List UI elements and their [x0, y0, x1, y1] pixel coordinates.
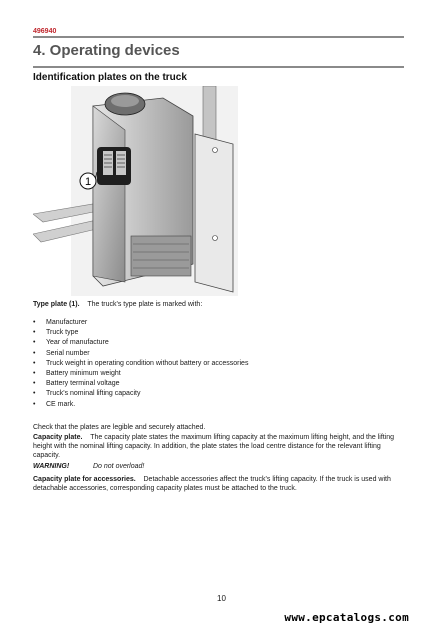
capacity-plate-paragraph: [33, 433, 405, 460]
accessories-label: Capacity plate for accessories.: [33, 476, 136, 483]
type-plate-list: [33, 318, 405, 410]
page-number: 10: [217, 594, 226, 603]
list-item: • Manufacturer: [33, 318, 405, 328]
bottom-rule: [33, 66, 404, 68]
list-item: • Truck type: [33, 328, 405, 338]
warning-text: Do not overload!: [93, 463, 145, 470]
list-item: • Battery terminal voltage: [33, 379, 405, 389]
battery-compartment: [131, 236, 191, 276]
watermark: www.epcatalogs.com: [284, 611, 409, 624]
callout-number: 1: [84, 176, 92, 188]
type-plate-paragraph: [33, 300, 405, 309]
capacity-plate-text: The capacity plate states the maximum lifting capacity at the maximum lifting height, and the lifting height with the nominal lifting capacity. In addition, the plate states the load centre distance for the relevant lifting capacity.: [33, 434, 395, 459]
check-paragraph: Check that the plates are legible and securely attached.: [33, 424, 206, 431]
capacity-plate-label: Capacity plate.: [33, 434, 83, 441]
type-plate: [97, 147, 131, 185]
list-item: • Truck weight in operating condition without battery or accessories: [33, 359, 405, 369]
side-gate: [195, 134, 233, 292]
list-item: • Year of manufacture: [33, 338, 405, 348]
accessories-paragraph: [33, 475, 405, 493]
accessories-text: Detachable accessories affect the truck's lifting capacity. If the truck is used with detachable accessories, corresponding capacity plates must be attached to the truck.: [33, 476, 391, 492]
warning-line: [33, 462, 405, 471]
type-plate-intro: The truck's type plate is marked with:: [87, 301, 203, 308]
list-item: • Battery minimum weight: [33, 369, 405, 379]
top-rule: [33, 36, 404, 38]
section-title: 4. Operating devices: [33, 42, 180, 59]
list-item: • Truck's nominal lifting capacity: [33, 389, 405, 399]
list-item: • CE mark.: [33, 400, 405, 410]
warning-label: WARNING!: [33, 463, 70, 470]
subsection-title: Identification plates on the truck: [33, 72, 187, 83]
doc-code: 496940: [33, 28, 57, 35]
body-side: [93, 106, 125, 282]
list-item: • Serial number: [33, 349, 405, 359]
type-plate-label: Type plate (1).: [33, 301, 80, 308]
truck-illustration: [33, 86, 238, 296]
